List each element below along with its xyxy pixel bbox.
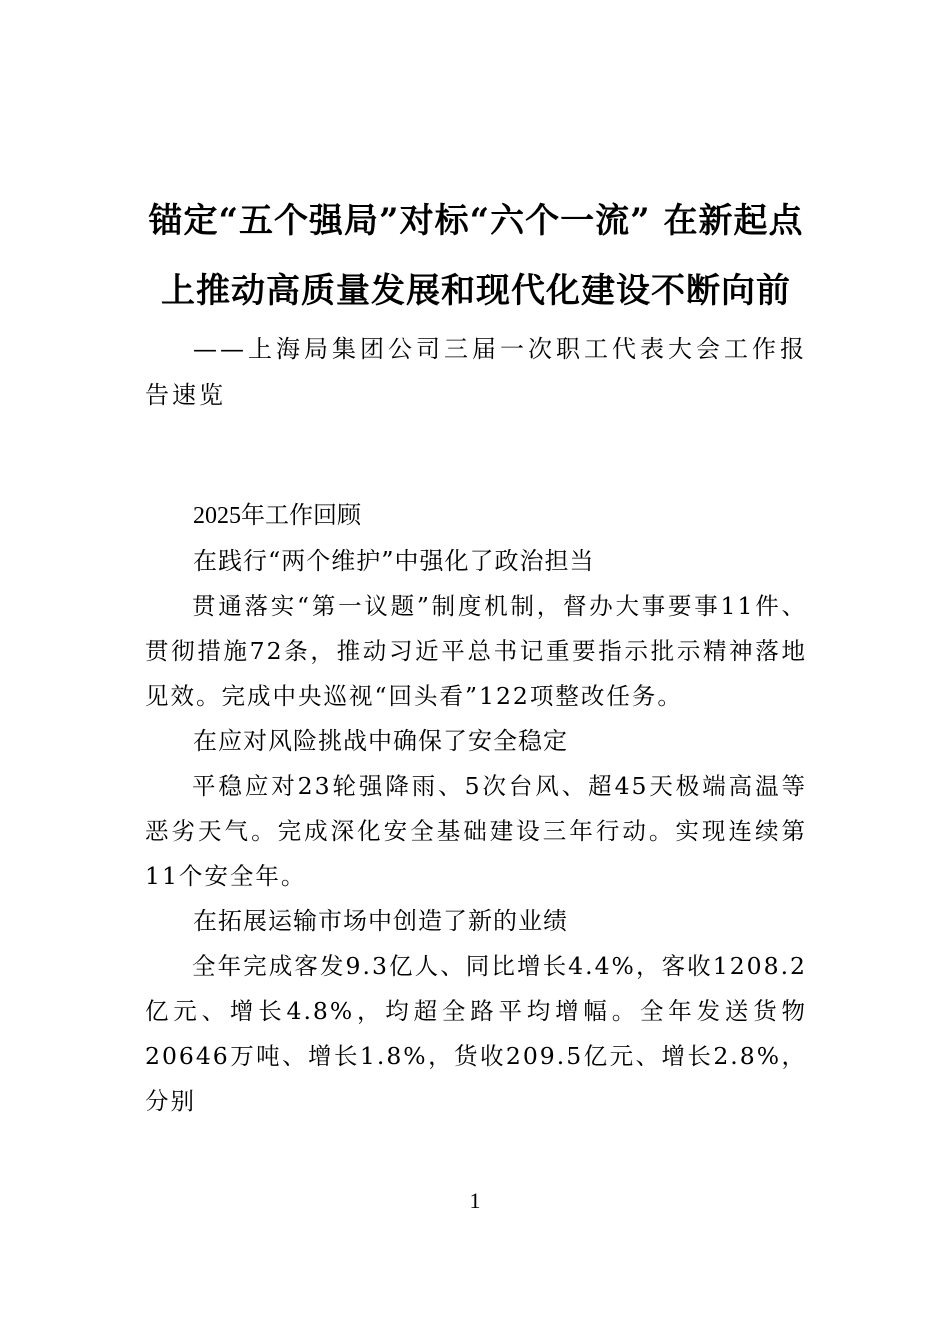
block-text: 贯通落实“第一议题”制度机制，督办大事要事11件、贯彻措施72条，推动习近平总书记重要指示批示精神落地见效。完成中央巡视“回头看”122项整改任务。 [145,592,807,710]
document-title: 锚定“五个强局”对标“六个一流” 在新起点上推动高质量发展和现代化建设不断向前 [148,201,804,311]
block-text: 平稳应对23轮强降雨、5次台风、超45天极端高温等恶劣天气。完成深化安全基础建设三年行动。实现连续第11个安全年。 [145,772,807,890]
block-heading: 在拓展运输市场中创造了新的业绩 [193,907,568,935]
document-page [145,186,807,1124]
block-text: 全年完成客发9.3亿人、同比增长4.4%，客收1208.2亿元、增长4.8%，均超全路平均增幅。全年发送货物20646万吨、增长1.8%，货收209.5亿元、增长2.8%，分别 [145,952,807,1115]
document-subtitle: ——上海局集团公司三届一次职工代表大会工作报告速览 [145,335,807,409]
section-heading: 2025年工作回顾 [193,503,361,529]
page-number: 1 [469,1188,481,1213]
block-heading: 在应对风险挑战中确保了安全稳定 [193,727,568,755]
block-heading: 在践行“两个维护”中强化了政治担当 [193,547,595,575]
